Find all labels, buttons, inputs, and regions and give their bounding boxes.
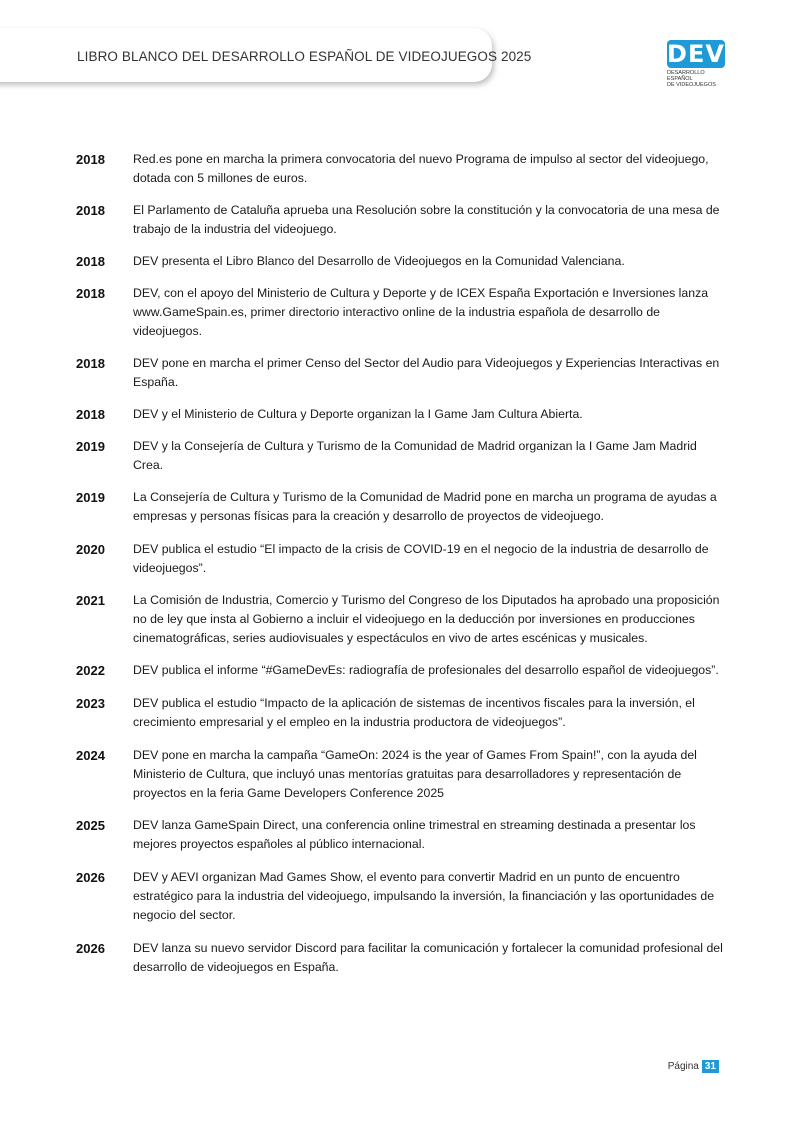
- entry-year: 2025: [76, 818, 105, 833]
- timeline-entry: [76, 816, 726, 854]
- entry-year: 2021: [76, 593, 105, 608]
- entry-text: La Comisión de Industria, Comercio y Turismo del Congreso de los Diputados ha aprobado una proposición no de ley que insta al Gobierno a incluir el videojuego en la deducción por inversiones en producciones cinematográficas, series audiovisuales y espectáculos en vivo de artes escénicas y musicales.: [133, 593, 720, 645]
- timeline-entry: [76, 868, 726, 925]
- entry-year: 2024: [76, 748, 105, 763]
- timeline-entry: [76, 488, 726, 526]
- entry-year: 2019: [76, 439, 105, 454]
- entry-text: DEV publica el informe “#GameDevEs: radiografía de profesionales del desarrollo español de videojuegos”.: [133, 663, 719, 677]
- entry-year: 2018: [76, 286, 105, 301]
- entry-text: DEV y la Consejería de Cultura y Turismo de la Comunidad de Madrid organizan la I Game Jam Madrid Crea.: [133, 439, 697, 472]
- document-title: LIBRO BLANCO DEL DESARROLLO ESPAÑOL DE VIDEOJUEGOS 2025: [77, 49, 532, 64]
- entry-year: 2019: [76, 490, 105, 505]
- entry-year: 2018: [76, 152, 105, 167]
- timeline-entry: [76, 284, 726, 341]
- entry-text: DEV publica el estudio “El impacto de la crisis de COVID-19 en el negocio de la industria de desarrollo de videojuegos”.: [133, 542, 709, 575]
- timeline-entry: [76, 694, 726, 732]
- entry-year: 2026: [76, 941, 105, 956]
- timeline-entry: [76, 354, 726, 392]
- entry-text: Red.es pone en marcha la primera convocatoria del nuevo Programa de impulso al sector del videojuego, dotada con 5 millones de euros.: [133, 152, 709, 185]
- timeline-entry: [76, 201, 726, 239]
- timeline-entry: [76, 746, 726, 803]
- entry-year: 2023: [76, 696, 105, 711]
- entry-text: DEV, con el apoyo del Ministerio de Cultura y Deporte y de ICEX España Exportación e Inversiones lanza www.GameSpain.es, primer directorio interactivo online de la industria española de desarrollo de videojuegos.: [133, 286, 709, 338]
- entry-text: DEV y el Ministerio de Cultura y Deporte organizan la I Game Jam Cultura Abierta.: [133, 407, 583, 421]
- entry-text: DEV publica el estudio “Impacto de la aplicación de sistemas de incentivos fiscales para la inversión, el crecimiento empresarial y el empleo en la industria productora de videojuegos”.: [133, 696, 695, 729]
- entry-year: 2018: [76, 356, 105, 371]
- timeline-entry: [76, 150, 726, 188]
- timeline-entry: [76, 437, 726, 475]
- entry-year: 2020: [76, 542, 105, 557]
- timeline-entry: [76, 591, 726, 648]
- entry-text: DEV lanza su nuevo servidor Discord para facilitar la comunicación y fortalecer la comunidad profesional del desarrollo de videojuegos en España.: [133, 941, 723, 974]
- dev-logo: [667, 40, 725, 88]
- page-label: Página: [667, 1061, 699, 1072]
- timeline-entry: [76, 661, 726, 680]
- timeline-entry: [76, 252, 726, 271]
- page-footer: [668, 1060, 719, 1073]
- entry-text: DEV lanza GameSpain Direct, una conferencia online trimestral en streaming destinada a presentar los mejores proyectos españoles al público internacional.: [133, 818, 696, 851]
- logo-subtitle: DESARROLLO ESPAÑOL DE VIDEOJUEGOS: [667, 70, 716, 88]
- timeline-entry: [76, 405, 726, 424]
- entry-year: 2022: [76, 663, 105, 678]
- timeline-entry: [76, 540, 726, 578]
- entry-year: 2018: [76, 254, 105, 269]
- timeline-entry: [76, 939, 726, 977]
- entry-text: DEV pone en marcha el primer Censo del Sector del Audio para Videojuegos y Experiencias Interactivas en España.: [133, 356, 720, 389]
- logo-mark: DEV: [667, 40, 725, 68]
- timeline-list: [76, 150, 726, 977]
- entry-text: El Parlamento de Cataluña aprueba una Resolución sobre la constitución y la convocatoria de una mesa de trabajo de la industria del videojuego.: [133, 203, 720, 236]
- entry-year: 2018: [76, 203, 105, 218]
- entry-year: 2018: [76, 407, 105, 422]
- entry-text: DEV y AEVI organizan Mad Games Show, el evento para convertir Madrid en un punto de encuentro estratégico para la industria del videojuego, impulsando la inversión, la financiación y las oportunidades de negocio del sector.: [133, 870, 715, 922]
- entry-text: DEV presenta el Libro Blanco del Desarrollo de Videojuegos en la Comunidad Valenciana.: [133, 254, 625, 268]
- entry-year: 2026: [76, 870, 105, 885]
- entry-text: La Consejería de Cultura y Turismo de la Comunidad de Madrid pone en marcha un programa de ayudas a empresas y personas físicas para la creación y desarrollo de proyectos de videojuego.: [133, 490, 717, 523]
- page-number: 31: [702, 1060, 719, 1073]
- entry-text: DEV pone en marcha la campaña “GameOn: 2024 is the year of Games From Spain!”, con la ayuda del Ministerio de Cultura, que incluyó unas mentorías gratuitas para desarrolladores y representación de proyectos en la feria Game Developers Conference 2025: [133, 748, 697, 800]
